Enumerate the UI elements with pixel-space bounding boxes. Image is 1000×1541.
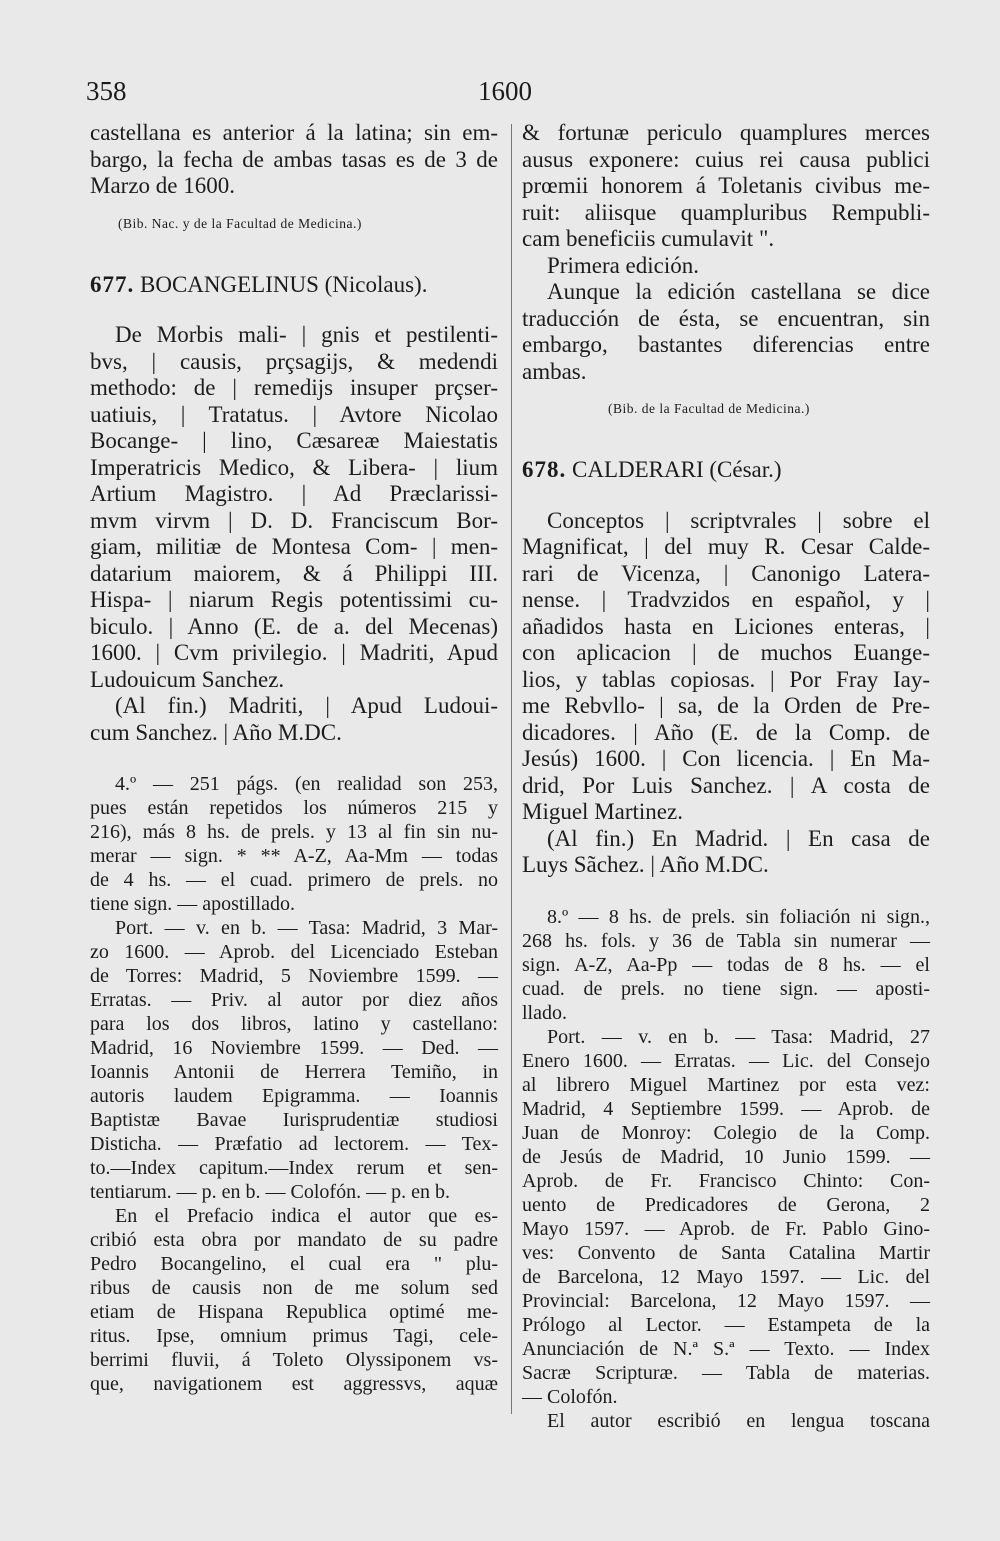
title-line: Magnificat, | del muy R. Cesar Calde- xyxy=(522,534,930,559)
title-line: drid, Por Luis Sanchez. | A costa de xyxy=(522,772,930,798)
note-line: Sacræ Scripturæ. — Tabla de materias. xyxy=(522,1361,930,1384)
text-line: bargo, la fecha de ambas tasas es de 3 de xyxy=(90,146,498,172)
bibliographic-notes xyxy=(90,772,498,1396)
text-line: traducción de ésta, se encuentran, sin xyxy=(522,305,930,331)
continuation-text xyxy=(90,120,498,200)
note-line: cuad. de prels. no tiene sign. — aposti- xyxy=(522,977,930,1000)
note-line: Madrid, 4 Septiembre 1599. — Aprob. de xyxy=(522,1097,930,1120)
note-line: 4.º — 251 págs. (en realidad son 253, xyxy=(115,773,498,795)
note-line: Port. — v. en b. — Tasa: Madrid, 27 xyxy=(547,1025,930,1048)
title-line: Artium Magistro. | Ad Præclarissi- xyxy=(90,481,498,506)
note-line: Juan de Monroy: Colegio de la Comp. xyxy=(522,1121,930,1144)
title-line: Miguel Martinez. xyxy=(522,799,683,824)
note-line: sign. A-Z, Aa-Pp — todas de 8 hs. — el xyxy=(522,953,930,976)
colophon-line: cum Sanchez. | Año M.DC. xyxy=(90,719,342,745)
title-line: De Morbis mali- | gnis et pestilenti- xyxy=(115,322,498,347)
text-line: prœmii honorem á Toletanis civibus me- xyxy=(522,173,930,198)
note-line: autoris laudem Epigramma. — Ioannis xyxy=(90,1085,498,1107)
title-line: Imperatricis Medico, & Libera- | lium xyxy=(90,454,498,480)
note-line: para los dos libros, latino y castellano: xyxy=(90,1013,498,1035)
book-title xyxy=(522,508,930,879)
note-line: to.—Index capitum.—Index rerum et sen- xyxy=(90,1157,498,1179)
title-line: con aplicacion | de muchos Euange- xyxy=(522,640,930,665)
note-line: uento de Predicadores de Gerona, 2 xyxy=(522,1193,930,1216)
note-line: Aprob. de Fr. Francisco Chinto: Con- xyxy=(522,1169,930,1192)
note-line: cribió esta obra por mandato de su padre xyxy=(90,1229,498,1251)
left-column xyxy=(90,120,498,1396)
note-line: zo 1600. — Aprob. del Licenciado Esteban xyxy=(90,941,498,963)
bibliographic-notes xyxy=(522,905,930,1433)
note-line: Madrid, 16 Noviembre 1599. — Ded. — xyxy=(90,1037,498,1059)
text-line: & fortunæ periculo quamplures merces xyxy=(522,120,930,145)
colophon-line: (Al fin.) Madriti, | Apud Ludoui- xyxy=(115,693,498,718)
note-line: Port. — v. en b. — Tasa: Madrid, 3 Mar- xyxy=(115,917,498,939)
note-line: berrimi fluvii, á Toleto Olyssiponem vs- xyxy=(90,1349,498,1371)
title-line: datarium maiorem, & á Philippi III. xyxy=(90,560,498,586)
note-line: ves: Convento de Santa Catalina Martir xyxy=(522,1241,930,1264)
title-line: rari de Vicenza, | Canonigo Latera- xyxy=(522,560,930,586)
note-line: al librero Miguel Martinez por esta vez: xyxy=(522,1073,930,1096)
note-line: que, navigationem est aggressvs, aquæ xyxy=(90,1373,498,1395)
title-line: dicadores. | Año (E. de la Comp. de xyxy=(522,719,930,745)
title-line: methodo: de | remedijs insuper prçser- xyxy=(90,375,498,400)
entry-name: BOCANGELINUS (Nicolaus). xyxy=(140,271,428,297)
text-line: ambas. xyxy=(522,358,587,384)
note-line: etiam de Hispana Republica optimé me- xyxy=(90,1301,498,1323)
note-line: Provincial: Barcelona, 12 Mayo 1597. — xyxy=(522,1289,930,1312)
page-number: 358 xyxy=(86,76,127,106)
title-line: bvs, | causis, prçsagijs, & medendi xyxy=(90,348,498,374)
entry-heading xyxy=(522,457,930,484)
note-line: Mayo 1597. — Aprob. de Fr. Pablo Gino- xyxy=(522,1217,930,1240)
note-line: 268 hs. fols. y 36 de Tabla sin numerar — xyxy=(522,929,930,952)
title-line: Hispa- | niarum Regis potentissimi cu- xyxy=(90,587,498,612)
library-source: (Bib. de la Facultad de Medicina.) xyxy=(608,401,810,416)
note-line: 216), más 8 hs. de prels. y 13 al fin sin nu- xyxy=(90,821,498,843)
note-line: Ioannis Antonii de Herrera Temiño, in xyxy=(90,1061,498,1083)
note-line: — Colofón. xyxy=(522,1385,618,1408)
title-line: me Rebvllo- | sa, de la Orden de Pre- xyxy=(522,693,930,718)
colophon-line: (Al fin.) En Madrid. | En casa de xyxy=(547,825,930,851)
entry-heading xyxy=(90,272,498,299)
text-line: embargo, bastantes diferencias entre xyxy=(522,332,930,357)
text-line: Primera edición. xyxy=(547,252,700,278)
entry-number: 678. xyxy=(522,457,567,482)
note-line: Disticha. — Præfatio ad lectorem. — Tex- xyxy=(90,1133,498,1155)
title-line: Bocange- | lino, Cæsareæ Maiestatis xyxy=(90,428,498,453)
note-line: 8.º — 8 hs. de prels. sin foliación ni sign., xyxy=(547,905,930,928)
note-line: Enero 1600. — Erratas. — Lic. del Consejo xyxy=(522,1049,930,1072)
title-line: Jesús) 1600. | Con licencia. | En Ma- xyxy=(522,746,930,771)
note-line: de Jesús de Madrid, 10 Junio 1599. — xyxy=(522,1145,930,1168)
note-line: merar — sign. * ** A-Z, Aa-Mm — todas xyxy=(90,845,498,867)
library-source: (Bib. Nac. y de la Facultad de Medicina.) xyxy=(118,215,362,231)
title-line: lios, y tablas copiosas. | Por Fray Iay- xyxy=(522,666,930,692)
title-line: Conceptos | scriptvrales | sobre el xyxy=(547,507,930,533)
entry-name: CALDERARI (César.) xyxy=(572,457,782,482)
text-line: Aunque la edición castellana se dice xyxy=(547,279,930,304)
note-line: ribus de causis non de me solum sed xyxy=(90,1277,498,1299)
title-line: giam, militiæ de Montesa Com- | men- xyxy=(90,534,498,559)
text-line: cam beneficiis cumulavit ". xyxy=(522,226,775,251)
note-line: Anunciación de N.ª S.ª — Texto. — Index xyxy=(522,1337,930,1360)
note-line: Erratas. — Priv. al autor por diez años xyxy=(90,989,498,1011)
title-line: Ludouicum Sanchez. xyxy=(90,666,285,692)
note-line: Baptistæ Bavae Iurisprudentiæ studiosi xyxy=(90,1109,498,1131)
note-line: Pedro Bocangelino, el cual era " plu- xyxy=(90,1253,498,1275)
title-line: uatiuis, | Tratatus. | Avtore Nicolao xyxy=(90,401,498,427)
note-line: de Torres: Madrid, 5 Noviembre 1599. — xyxy=(90,965,498,987)
note-line: tiene sign. — apostillado. xyxy=(90,893,295,915)
note-line: de 4 hs. — el cuad. primero de prels. no xyxy=(90,869,498,891)
note-line: tentiarum. — p. en b. — Colofón. — p. en b. xyxy=(90,1181,450,1203)
book-title xyxy=(90,322,498,746)
continuation-text xyxy=(522,120,930,385)
note-line: de Barcelona, 12 Mayo 1597. — Lic. del xyxy=(522,1265,930,1288)
title-line: mvm virvm | D. D. Franciscum Bor- xyxy=(90,507,498,533)
column-divider xyxy=(511,124,512,1414)
entry-number: 677. xyxy=(90,271,135,297)
note-line: ritus. Ipse, omnium primus Tagi, cele- xyxy=(90,1325,498,1347)
right-column xyxy=(522,120,930,1433)
text-line: Marzo de 1600. xyxy=(90,173,235,198)
note-line: pues están repetidos los números 215 y xyxy=(90,797,498,819)
text-line: castellana es anterior á la latina; sin em- xyxy=(90,120,498,145)
title-line: biculo. | Anno (E. de a. del Mecenas) xyxy=(90,613,498,639)
title-line: 1600. | Cvm privilegio. | Madriti, Apud xyxy=(90,640,498,665)
running-head-year: 1600 xyxy=(478,76,532,106)
text-line: ausus exponere: cuius rei causa publici xyxy=(522,146,930,172)
title-line: nense. | Tradvzidos en español, y | xyxy=(522,587,930,612)
note-line: El autor escribió en lengua toscana xyxy=(547,1409,930,1432)
note-line: Prólogo al Lector. — Estampeta de la xyxy=(522,1313,930,1336)
title-line: añadidos hasta en Liciones enteras, | xyxy=(522,613,930,639)
note-line: En el Prefacio indica el autor que es- xyxy=(115,1205,498,1227)
note-line: llado. xyxy=(522,1001,567,1024)
colophon-line: Luys Sãchez. | Año M.DC. xyxy=(522,852,769,877)
text-line: ruit: aliisque quampluribus Rempubli- xyxy=(522,199,930,225)
